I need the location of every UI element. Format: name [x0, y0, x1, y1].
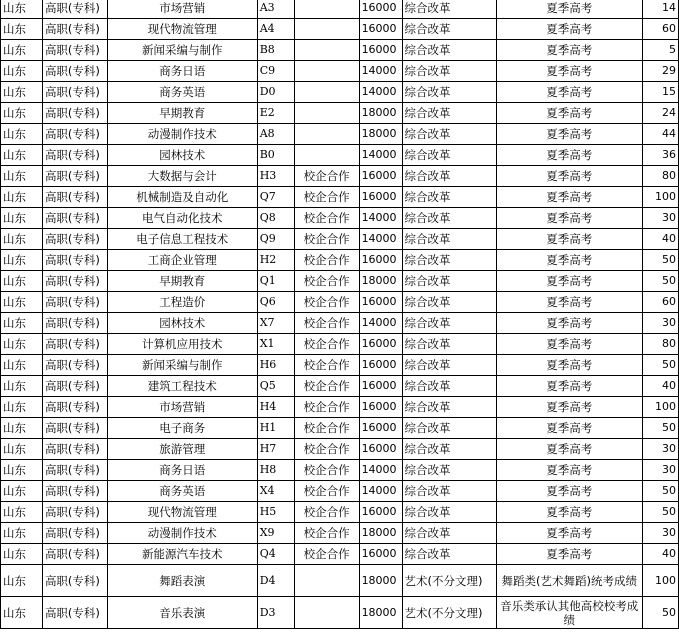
province-cell: 山东 — [1, 439, 43, 460]
plan-count-cell: 50 — [642, 481, 678, 502]
code-cell: H2 — [257, 250, 294, 271]
province-cell: 山东 — [1, 82, 43, 103]
fee-cell: 16000 — [359, 376, 402, 397]
major-cell: 动漫制作技术 — [107, 124, 257, 145]
exam-cell: 音乐类承认其他高校校考成绩 — [496, 597, 642, 629]
plan-count-cell: 14 — [642, 0, 678, 19]
note-cell: 校企合作 — [294, 250, 359, 271]
note-cell: 校企合作 — [294, 334, 359, 355]
province-cell: 山东 — [1, 187, 43, 208]
code-cell: B0 — [257, 145, 294, 166]
note-cell — [294, 145, 359, 166]
plan-type-cell: 综合改革 — [402, 460, 496, 481]
plan-type-cell: 综合改革 — [402, 229, 496, 250]
province-cell: 山东 — [1, 166, 43, 187]
fee-cell: 16000 — [359, 0, 402, 19]
note-cell — [294, 597, 359, 629]
note-cell: 校企合作 — [294, 418, 359, 439]
plan-type-cell: 综合改革 — [402, 313, 496, 334]
note-cell — [294, 103, 359, 124]
plan-count-cell: 50 — [642, 355, 678, 376]
table-row — [1, 187, 679, 208]
plan-type-cell: 综合改革 — [402, 124, 496, 145]
major-cell: 商务日语 — [107, 61, 257, 82]
table-row — [1, 40, 679, 61]
code-cell: E2 — [257, 103, 294, 124]
plan-type-cell: 综合改革 — [402, 82, 496, 103]
province-cell: 山东 — [1, 313, 43, 334]
note-cell: 校企合作 — [294, 397, 359, 418]
plan-type-cell: 综合改革 — [402, 376, 496, 397]
plan-count-cell: 44 — [642, 124, 678, 145]
table-row — [1, 523, 679, 544]
code-cell: X9 — [257, 523, 294, 544]
level-cell: 高职(专科) — [42, 565, 107, 597]
fee-cell: 16000 — [359, 187, 402, 208]
plan-type-cell: 综合改革 — [402, 187, 496, 208]
exam-cell: 夏季高考 — [496, 418, 642, 439]
level-cell: 高职(专科) — [42, 124, 107, 145]
province-cell: 山东 — [1, 250, 43, 271]
province-cell: 山东 — [1, 334, 43, 355]
province-cell: 山东 — [1, 40, 43, 61]
level-cell: 高职(专科) — [42, 439, 107, 460]
plan-count-cell: 30 — [642, 523, 678, 544]
plan-type-cell: 综合改革 — [402, 271, 496, 292]
major-cell: 电子信息工程技术 — [107, 229, 257, 250]
plan-count-cell: 50 — [642, 271, 678, 292]
level-cell: 高职(专科) — [42, 397, 107, 418]
exam-cell: 夏季高考 — [496, 523, 642, 544]
major-cell: 商务英语 — [107, 82, 257, 103]
province-cell: 山东 — [1, 292, 43, 313]
province-cell: 山东 — [1, 229, 43, 250]
exam-cell: 夏季高考 — [496, 103, 642, 124]
fee-cell: 14000 — [359, 460, 402, 481]
note-cell: 校企合作 — [294, 313, 359, 334]
level-cell: 高职(专科) — [42, 229, 107, 250]
fee-cell: 16000 — [359, 40, 402, 61]
fee-cell: 16000 — [359, 544, 402, 565]
province-cell: 山东 — [1, 565, 43, 597]
province-cell: 山东 — [1, 208, 43, 229]
plan-type-cell: 艺术(不分文理) — [402, 565, 496, 597]
code-cell: D4 — [257, 565, 294, 597]
table-row — [1, 229, 679, 250]
table-row — [1, 166, 679, 187]
plan-type-cell: 综合改革 — [402, 355, 496, 376]
table-row — [1, 565, 679, 597]
table-row — [1, 271, 679, 292]
province-cell: 山东 — [1, 481, 43, 502]
exam-cell: 夏季高考 — [496, 40, 642, 61]
level-cell: 高职(专科) — [42, 208, 107, 229]
plan-type-cell: 综合改革 — [402, 439, 496, 460]
plan-type-cell: 综合改革 — [402, 145, 496, 166]
plan-type-cell: 综合改革 — [402, 19, 496, 40]
plan-type-cell: 综合改革 — [402, 61, 496, 82]
plan-type-cell: 综合改革 — [402, 523, 496, 544]
province-cell: 山东 — [1, 145, 43, 166]
exam-cell: 夏季高考 — [496, 187, 642, 208]
table-row — [1, 481, 679, 502]
exam-cell: 夏季高考 — [496, 355, 642, 376]
code-cell: Q5 — [257, 376, 294, 397]
major-cell: 园林技术 — [107, 313, 257, 334]
major-cell: 新闻采编与制作 — [107, 355, 257, 376]
table-row — [1, 145, 679, 166]
note-cell — [294, 0, 359, 19]
table-row — [1, 334, 679, 355]
plan-count-cell: 80 — [642, 166, 678, 187]
code-cell: H4 — [257, 397, 294, 418]
major-cell: 电子商务 — [107, 418, 257, 439]
plan-type-cell: 综合改革 — [402, 334, 496, 355]
plan-type-cell: 综合改革 — [402, 397, 496, 418]
major-cell: 早期教育 — [107, 271, 257, 292]
note-cell: 校企合作 — [294, 271, 359, 292]
province-cell: 山东 — [1, 19, 43, 40]
plan-type-cell: 综合改革 — [402, 0, 496, 19]
table-row — [1, 103, 679, 124]
note-cell: 校企合作 — [294, 439, 359, 460]
major-cell: 动漫制作技术 — [107, 523, 257, 544]
fee-cell: 14000 — [359, 145, 402, 166]
plan-type-cell: 综合改革 — [402, 292, 496, 313]
code-cell: H7 — [257, 439, 294, 460]
level-cell: 高职(专科) — [42, 103, 107, 124]
fee-cell: 18000 — [359, 103, 402, 124]
major-cell: 工商企业管理 — [107, 250, 257, 271]
code-cell: Q9 — [257, 229, 294, 250]
plan-type-cell: 综合改革 — [402, 103, 496, 124]
province-cell: 山东 — [1, 61, 43, 82]
level-cell: 高职(专科) — [42, 597, 107, 629]
fee-cell: 16000 — [359, 250, 402, 271]
note-cell — [294, 19, 359, 40]
code-cell: D0 — [257, 82, 294, 103]
major-cell: 工程造价 — [107, 292, 257, 313]
table-row — [1, 502, 679, 523]
major-cell: 市场营销 — [107, 397, 257, 418]
note-cell: 校企合作 — [294, 229, 359, 250]
major-cell: 现代物流管理 — [107, 502, 257, 523]
plan-count-cell: 100 — [642, 187, 678, 208]
province-cell: 山东 — [1, 355, 43, 376]
fee-cell: 16000 — [359, 397, 402, 418]
level-cell: 高职(专科) — [42, 40, 107, 61]
table-row — [1, 460, 679, 481]
major-cell: 新闻采编与制作 — [107, 40, 257, 61]
level-cell: 高职(专科) — [42, 460, 107, 481]
level-cell: 高职(专科) — [42, 313, 107, 334]
province-cell: 山东 — [1, 397, 43, 418]
fee-cell: 16000 — [359, 166, 402, 187]
plan-count-cell: 5 — [642, 40, 678, 61]
fee-cell: 16000 — [359, 439, 402, 460]
plan-type-cell: 综合改革 — [402, 418, 496, 439]
plan-count-cell: 60 — [642, 19, 678, 40]
table-row — [1, 313, 679, 334]
major-cell: 商务日语 — [107, 460, 257, 481]
note-cell — [294, 124, 359, 145]
table-row — [1, 418, 679, 439]
level-cell: 高职(专科) — [42, 61, 107, 82]
exam-cell: 夏季高考 — [496, 271, 642, 292]
plan-count-cell: 50 — [642, 250, 678, 271]
table-row — [1, 597, 679, 629]
plan-type-cell: 综合改革 — [402, 502, 496, 523]
note-cell — [294, 40, 359, 61]
exam-cell: 夏季高考 — [496, 82, 642, 103]
code-cell: H6 — [257, 355, 294, 376]
level-cell: 高职(专科) — [42, 481, 107, 502]
code-cell: Q7 — [257, 187, 294, 208]
plan-count-cell: 40 — [642, 229, 678, 250]
level-cell: 高职(专科) — [42, 334, 107, 355]
level-cell: 高职(专科) — [42, 418, 107, 439]
fee-cell: 14000 — [359, 313, 402, 334]
province-cell: 山东 — [1, 376, 43, 397]
level-cell: 高职(专科) — [42, 19, 107, 40]
major-cell: 大数据与会计 — [107, 166, 257, 187]
fee-cell: 16000 — [359, 334, 402, 355]
code-cell: Q8 — [257, 208, 294, 229]
major-cell: 市场营销 — [107, 0, 257, 19]
plan-type-cell: 综合改革 — [402, 166, 496, 187]
code-cell: H5 — [257, 502, 294, 523]
plan-count-cell: 15 — [642, 82, 678, 103]
table-body — [1, 0, 679, 629]
plan-count-cell: 80 — [642, 334, 678, 355]
exam-cell: 夏季高考 — [496, 460, 642, 481]
level-cell: 高职(专科) — [42, 271, 107, 292]
fee-cell: 16000 — [359, 502, 402, 523]
level-cell: 高职(专科) — [42, 0, 107, 19]
plan-count-cell: 50 — [642, 597, 678, 629]
fee-cell: 18000 — [359, 271, 402, 292]
table-row — [1, 0, 679, 19]
exam-cell: 夏季高考 — [496, 166, 642, 187]
level-cell: 高职(专科) — [42, 523, 107, 544]
exam-cell: 夏季高考 — [496, 313, 642, 334]
major-cell: 舞蹈表演 — [107, 565, 257, 597]
table-row — [1, 439, 679, 460]
note-cell: 校企合作 — [294, 544, 359, 565]
code-cell: X7 — [257, 313, 294, 334]
fee-cell: 18000 — [359, 523, 402, 544]
exam-cell: 夏季高考 — [496, 208, 642, 229]
code-cell: A8 — [257, 124, 294, 145]
province-cell: 山东 — [1, 124, 43, 145]
plan-count-cell: 30 — [642, 439, 678, 460]
level-cell: 高职(专科) — [42, 376, 107, 397]
table-row — [1, 355, 679, 376]
province-cell: 山东 — [1, 544, 43, 565]
exam-cell: 夏季高考 — [496, 397, 642, 418]
fee-cell: 18000 — [359, 597, 402, 629]
fee-cell: 16000 — [359, 355, 402, 376]
exam-cell: 夏季高考 — [496, 544, 642, 565]
plan-count-cell: 100 — [642, 565, 678, 597]
table-row — [1, 19, 679, 40]
level-cell: 高职(专科) — [42, 502, 107, 523]
province-cell: 山东 — [1, 418, 43, 439]
exam-cell: 夏季高考 — [496, 61, 642, 82]
code-cell: A4 — [257, 19, 294, 40]
province-cell: 山东 — [1, 460, 43, 481]
plan-type-cell: 综合改革 — [402, 481, 496, 502]
exam-cell: 夏季高考 — [496, 19, 642, 40]
exam-cell: 夏季高考 — [496, 250, 642, 271]
province-cell: 山东 — [1, 271, 43, 292]
code-cell: Q6 — [257, 292, 294, 313]
plan-type-cell: 艺术(不分文理) — [402, 597, 496, 629]
province-cell: 山东 — [1, 523, 43, 544]
code-cell: Q1 — [257, 271, 294, 292]
table-row — [1, 124, 679, 145]
code-cell: H8 — [257, 460, 294, 481]
note-cell: 校企合作 — [294, 187, 359, 208]
province-cell: 山东 — [1, 0, 43, 19]
plan-count-cell: 24 — [642, 103, 678, 124]
plan-count-cell: 30 — [642, 313, 678, 334]
note-cell: 校企合作 — [294, 376, 359, 397]
table-row — [1, 61, 679, 82]
note-cell — [294, 82, 359, 103]
table-row — [1, 397, 679, 418]
plan-count-cell: 60 — [642, 292, 678, 313]
code-cell: D3 — [257, 597, 294, 629]
major-cell: 新能源汽车技术 — [107, 544, 257, 565]
exam-cell: 舞蹈类(艺术舞蹈)统考成绩 — [496, 565, 642, 597]
level-cell: 高职(专科) — [42, 145, 107, 166]
fee-cell: 16000 — [359, 19, 402, 40]
code-cell: A3 — [257, 0, 294, 19]
exam-cell: 夏季高考 — [496, 502, 642, 523]
note-cell: 校企合作 — [294, 481, 359, 502]
note-cell: 校企合作 — [294, 166, 359, 187]
exam-cell: 夏季高考 — [496, 0, 642, 19]
major-cell: 园林技术 — [107, 145, 257, 166]
exam-cell: 夏季高考 — [496, 481, 642, 502]
fee-cell: 14000 — [359, 481, 402, 502]
level-cell: 高职(专科) — [42, 166, 107, 187]
exam-cell: 夏季高考 — [496, 229, 642, 250]
plan-count-cell: 29 — [642, 61, 678, 82]
plan-type-cell: 综合改革 — [402, 250, 496, 271]
exam-cell: 夏季高考 — [496, 124, 642, 145]
code-cell: Q4 — [257, 544, 294, 565]
plan-type-cell: 综合改革 — [402, 40, 496, 61]
fee-cell: 14000 — [359, 82, 402, 103]
plan-count-cell: 30 — [642, 208, 678, 229]
plan-count-cell: 50 — [642, 418, 678, 439]
exam-cell: 夏季高考 — [496, 376, 642, 397]
plan-type-cell: 综合改革 — [402, 544, 496, 565]
table-row — [1, 544, 679, 565]
note-cell: 校企合作 — [294, 523, 359, 544]
fee-cell: 14000 — [359, 208, 402, 229]
note-cell — [294, 61, 359, 82]
major-cell: 计算机应用技术 — [107, 334, 257, 355]
code-cell: X1 — [257, 334, 294, 355]
fee-cell: 14000 — [359, 229, 402, 250]
fee-cell: 16000 — [359, 292, 402, 313]
code-cell: X4 — [257, 481, 294, 502]
table-row — [1, 208, 679, 229]
plan-count-cell: 30 — [642, 460, 678, 481]
exam-cell: 夏季高考 — [496, 334, 642, 355]
table-row — [1, 376, 679, 397]
province-cell: 山东 — [1, 502, 43, 523]
plan-count-cell: 40 — [642, 376, 678, 397]
level-cell: 高职(专科) — [42, 187, 107, 208]
code-cell: C9 — [257, 61, 294, 82]
table-row — [1, 292, 679, 313]
major-cell: 旅游管理 — [107, 439, 257, 460]
note-cell: 校企合作 — [294, 208, 359, 229]
major-cell: 早期教育 — [107, 103, 257, 124]
fee-cell: 14000 — [359, 61, 402, 82]
plan-count-cell: 100 — [642, 397, 678, 418]
major-cell: 音乐表演 — [107, 597, 257, 629]
note-cell: 校企合作 — [294, 502, 359, 523]
exam-cell: 夏季高考 — [496, 292, 642, 313]
plan-count-cell: 36 — [642, 145, 678, 166]
table-row — [1, 250, 679, 271]
note-cell: 校企合作 — [294, 292, 359, 313]
exam-cell: 夏季高考 — [496, 439, 642, 460]
level-cell: 高职(专科) — [42, 355, 107, 376]
plan-count-cell: 50 — [642, 502, 678, 523]
plan-type-cell: 综合改革 — [402, 208, 496, 229]
major-cell: 商务英语 — [107, 481, 257, 502]
level-cell: 高职(专科) — [42, 250, 107, 271]
exam-cell: 夏季高考 — [496, 145, 642, 166]
fee-cell: 18000 — [359, 124, 402, 145]
level-cell: 高职(专科) — [42, 82, 107, 103]
note-cell: 校企合作 — [294, 355, 359, 376]
code-cell: H1 — [257, 418, 294, 439]
fee-cell: 16000 — [359, 418, 402, 439]
table-row — [1, 82, 679, 103]
plan-count-cell: 40 — [642, 544, 678, 565]
code-cell: H3 — [257, 166, 294, 187]
province-cell: 山东 — [1, 597, 43, 629]
code-cell: B8 — [257, 40, 294, 61]
level-cell: 高职(专科) — [42, 292, 107, 313]
major-cell: 机械制造及自动化 — [107, 187, 257, 208]
level-cell: 高职(专科) — [42, 544, 107, 565]
major-cell: 电气自动化技术 — [107, 208, 257, 229]
fee-cell: 18000 — [359, 565, 402, 597]
major-cell: 建筑工程技术 — [107, 376, 257, 397]
note-cell: 校企合作 — [294, 460, 359, 481]
major-cell: 现代物流管理 — [107, 19, 257, 40]
province-cell: 山东 — [1, 103, 43, 124]
note-cell — [294, 565, 359, 597]
